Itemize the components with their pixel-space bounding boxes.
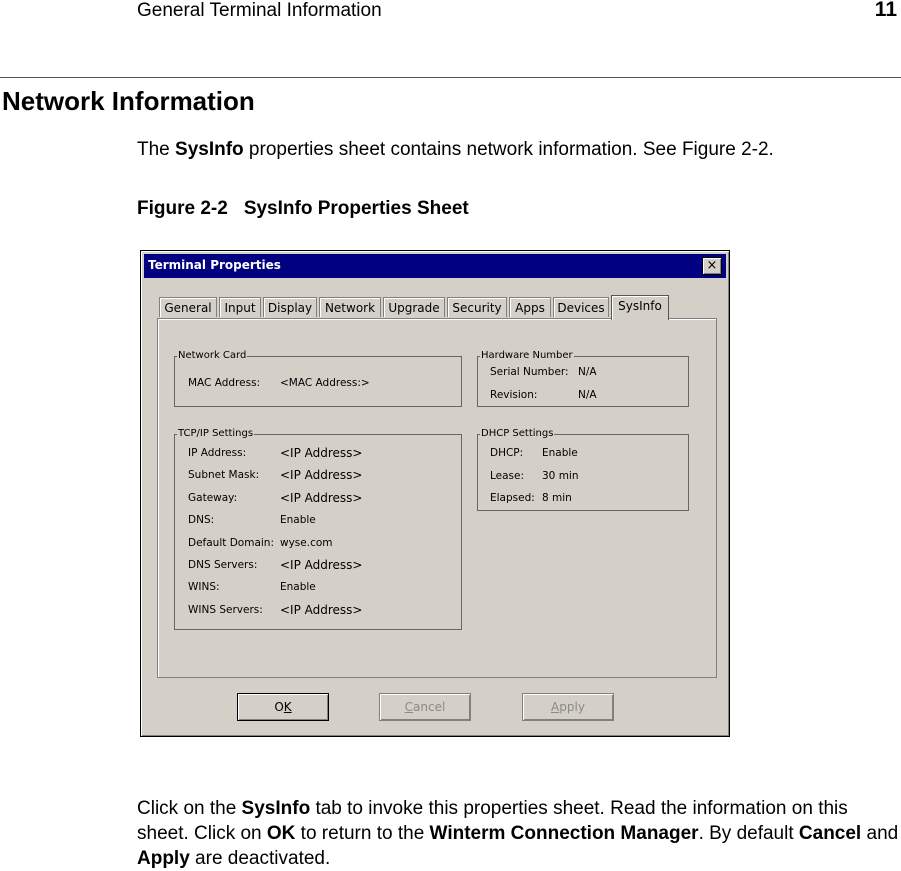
intro-bold: SysInfo (175, 139, 244, 160)
tcpip-value: wyse.com (280, 537, 333, 549)
serial-number-value: N/A (578, 366, 597, 378)
network-card-group (174, 350, 462, 407)
tab-apps[interactable]: Apps (509, 297, 551, 317)
dialog-titlebar (144, 254, 726, 278)
body-text: tab to invoke this properties sheet. Read the information on this sheet. Click on (137, 798, 848, 844)
tcpip-label: DNS: (188, 514, 215, 526)
body-text: are deactivated. (189, 848, 331, 869)
dhcp-value: 30 min (542, 470, 579, 482)
cancel-button[interactable] (379, 693, 471, 721)
body-text: Click on the (137, 798, 242, 819)
group-title: TCP/IP Settings (178, 428, 254, 439)
apply-button[interactable] (522, 693, 614, 721)
body-bold: OK (266, 823, 296, 844)
intro-text: The (137, 139, 176, 160)
tcpip-value: Enable (280, 514, 316, 526)
revision-label: Revision: (490, 389, 538, 401)
tcpip-label: IP Address: (188, 447, 247, 459)
tcpip-value: <IP Address> (280, 446, 363, 460)
dhcp-label: Lease: (490, 470, 525, 482)
tab-devices[interactable]: Devices (553, 297, 609, 317)
apply-label: pply (559, 700, 585, 714)
tab-network[interactable]: Network (319, 297, 381, 317)
tab-input[interactable]: Input (219, 297, 261, 317)
dhcp-settings-group (477, 428, 689, 511)
body-text: to return to the (295, 823, 430, 844)
group-title: DHCP Settings (481, 428, 554, 439)
figure-label: Figure 2-2 (137, 198, 228, 219)
intro-text: properties sheet contains network information. See Figure 2-2. (243, 139, 774, 160)
group-title: Hardware Number (481, 350, 573, 361)
body-text: . By default (698, 823, 799, 844)
revision-value: N/A (578, 389, 597, 401)
tab-upgrade[interactable]: Upgrade (383, 297, 445, 317)
header-rule (0, 77, 901, 78)
figure-title: SysInfo Properties Sheet (243, 198, 469, 219)
serial-number-label: Serial Number: (490, 366, 569, 378)
tab-sysinfo[interactable]: SysInfo (611, 295, 669, 320)
dhcp-value: 8 min (542, 492, 572, 504)
terminal-properties-dialog (140, 250, 730, 737)
cancel-label: ancel (413, 700, 446, 714)
ok-label: O (274, 700, 284, 714)
hardware-number-group (477, 350, 689, 407)
mac-address-value: <MAC Address:> (280, 377, 370, 389)
page-number: 11 (874, 0, 897, 21)
tab-general[interactable]: General (159, 297, 217, 317)
figure-caption (137, 198, 469, 220)
apply-mnemonic: A (551, 700, 560, 714)
cancel-mnemonic: C (404, 700, 414, 714)
tcpip-label: Default Domain: (188, 537, 274, 549)
body-text: and (861, 823, 899, 844)
dhcp-label: Elapsed: (490, 492, 535, 504)
body-paragraph (137, 796, 899, 871)
body-bold: SysInfo (241, 798, 311, 819)
ok-button[interactable] (237, 693, 329, 721)
tcpip-value: <IP Address> (280, 558, 363, 572)
tcpip-label: Gateway: (188, 492, 238, 504)
sysinfo-panel (157, 318, 717, 678)
body-bold: Cancel (798, 823, 862, 844)
dhcp-value: Enable (542, 447, 578, 459)
body-bold: Apply (137, 848, 190, 869)
tab-display[interactable]: Display (263, 297, 317, 317)
section-title: Network Information (2, 86, 255, 116)
running-header: General Terminal Information (137, 0, 382, 21)
tcpip-value: <IP Address> (280, 603, 363, 617)
tcpip-label: WINS: (188, 581, 220, 593)
tcpip-value: <IP Address> (280, 491, 363, 505)
tcpip-label: WINS Servers: (188, 604, 263, 616)
ok-mnemonic: K (283, 700, 292, 714)
intro-paragraph (137, 139, 774, 161)
tab-security[interactable]: Security (447, 297, 507, 317)
tcpip-value: <IP Address> (280, 468, 363, 482)
group-title: Network Card (178, 350, 247, 361)
close-icon[interactable]: × (702, 257, 722, 275)
tcpip-label: DNS Servers: (188, 559, 258, 571)
tcpip-label: Subnet Mask: (188, 469, 260, 481)
tcpip-value: Enable (280, 581, 316, 593)
dhcp-label: DHCP: (490, 447, 524, 459)
body-bold: Winterm Connection Manager (429, 823, 699, 844)
tcpip-settings-group (174, 428, 462, 630)
dialog-title: Terminal Properties (148, 258, 281, 272)
mac-address-label: MAC Address: (188, 377, 261, 389)
